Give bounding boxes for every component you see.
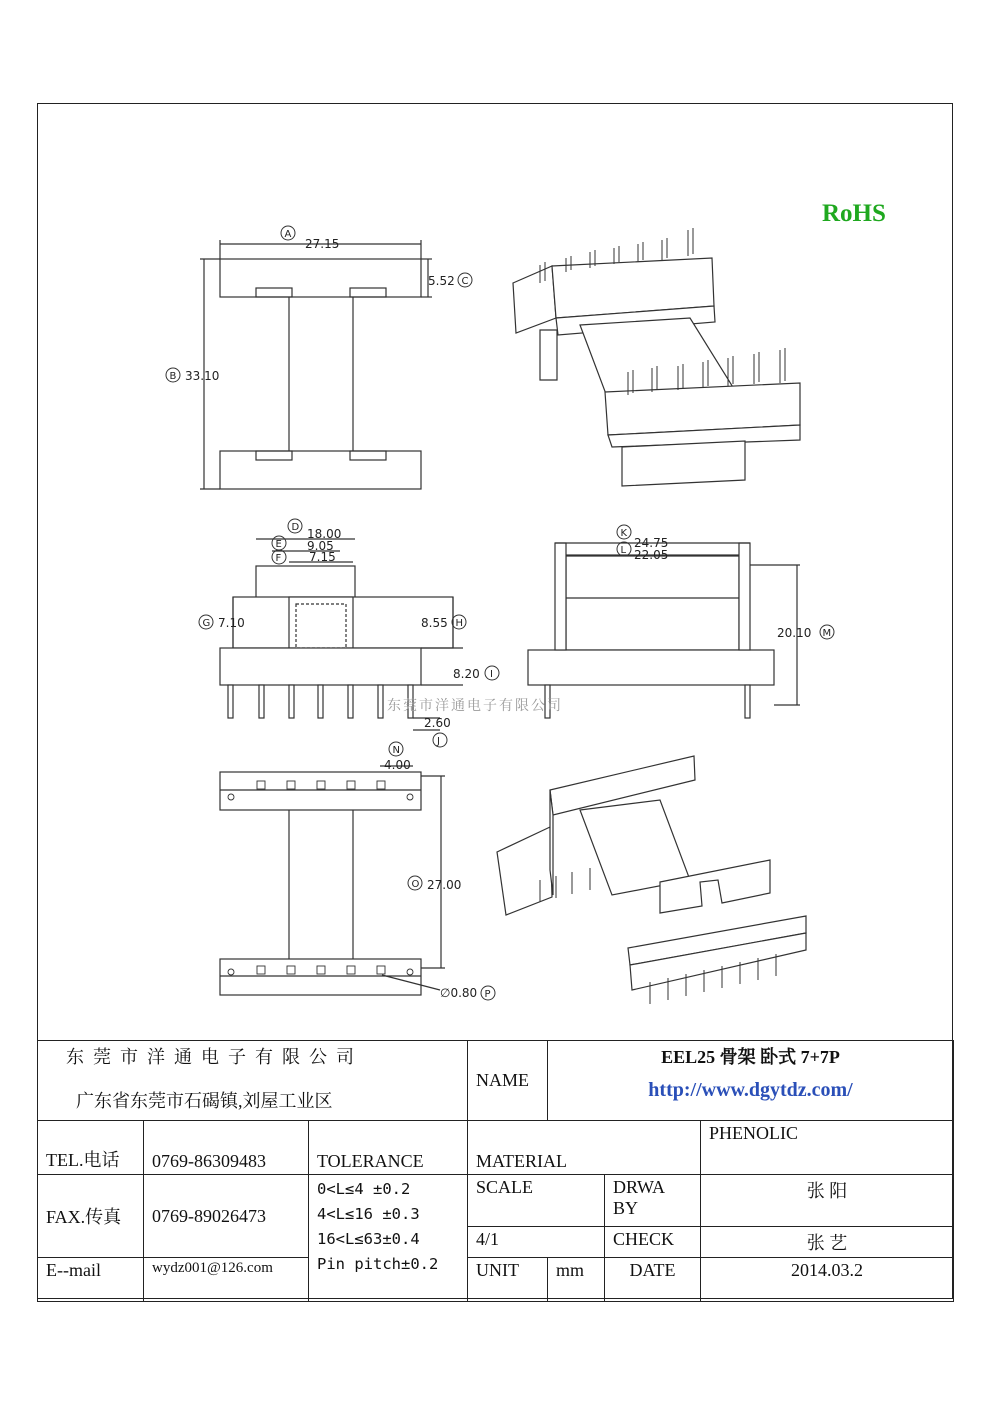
name-value-cell (548, 1041, 954, 1121)
dim-g-value: 7.10 (218, 616, 245, 630)
dim-l-value: 22.05 (634, 548, 669, 562)
dim-tag-c: C (461, 276, 469, 287)
email-label: E--mail (38, 1258, 144, 1302)
drawn-by-label-line1: DRWA (613, 1177, 666, 1197)
name-label: NAME (476, 1070, 530, 1090)
dim-d-value: 18.00 (307, 527, 342, 541)
dim-tag-p: P (484, 989, 491, 1000)
dim-a-value: 27.15 (305, 237, 340, 251)
dim-tag-e: E (275, 539, 282, 550)
website-link[interactable]: http://www.dgytdz.com/ (648, 1079, 853, 1101)
name-label-cell (468, 1041, 548, 1121)
dim-tag-l: L (620, 545, 627, 556)
watermark: 东莞市洋通电子有限公司 (387, 698, 563, 714)
rohs-mark: RoHS (822, 200, 886, 227)
title-block (37, 1040, 954, 1302)
unit-label: UNIT (468, 1258, 548, 1302)
company-name: 东莞市洋通电子有限公司 (66, 1047, 363, 1067)
material-value: PHENOLIC (701, 1121, 954, 1175)
dim-tag-g: G (202, 618, 211, 629)
tolerance-row: Pin pitch±0.2 (317, 1255, 439, 1273)
dim-n-value: 4.00 (384, 758, 411, 772)
part-name: EEL25 骨架 卧式 7+7P (661, 1047, 840, 1067)
tolerance-table (309, 1175, 468, 1302)
dim-c-value: 5.52 (428, 274, 455, 288)
date-label: DATE (605, 1258, 701, 1302)
dim-tag-a: A (284, 229, 292, 240)
dim-tag-k: K (620, 528, 628, 539)
fax-value: 0769-89026473 (144, 1175, 309, 1258)
check-label: CHECK (605, 1227, 701, 1258)
dim-o-value: 27.00 (427, 878, 462, 892)
unit-value: mm (548, 1258, 605, 1302)
dim-j-value: 2.60 (424, 716, 451, 730)
tolerance-label: TOLERANCE (309, 1121, 468, 1175)
dim-tag-h: H (455, 618, 464, 629)
tolerance-row: 4<L≤16 ±0.3 (317, 1205, 420, 1223)
tolerance-row: 0<L≤4 ±0.2 (317, 1180, 411, 1198)
dim-tag-m: M (822, 628, 832, 639)
dim-m-value: 20.10 (777, 626, 812, 640)
dim-tag-f: F (275, 553, 282, 564)
company-address: 广东省东莞市石碣镇,刘屋工业区 (76, 1091, 333, 1111)
iso-view-bottom (497, 756, 806, 1004)
iso-view-top (513, 228, 800, 486)
top-view (200, 240, 432, 489)
dim-i-value: 8.20 (453, 667, 480, 681)
scale-label: SCALE (468, 1175, 605, 1227)
dim-tag-o: O (411, 879, 420, 890)
side-view (528, 543, 800, 718)
dim-tag-j: J (437, 736, 440, 747)
drawn-by-label-line2: BY (613, 1198, 639, 1218)
drawn-by-label (605, 1175, 701, 1227)
company-cell (38, 1041, 468, 1121)
tel-label: TEL.电话 (38, 1121, 144, 1175)
checked-by-value: 张 艺 (701, 1227, 954, 1258)
scale-value: 4/1 (468, 1227, 605, 1258)
dim-p-value: ∅0.80 (440, 986, 478, 1000)
material-label: MATERIAL (468, 1121, 701, 1175)
dim-e-value: 9.05 (307, 539, 334, 553)
dim-tag-n: N (392, 745, 400, 756)
dim-f-value: 7.15 (309, 550, 336, 564)
drawn-by-value: 张 阳 (701, 1175, 954, 1227)
dim-tag-i: I (490, 669, 493, 680)
email-value: wydz001@126.com (144, 1258, 309, 1302)
tel-value: 0769-86309483 (144, 1121, 309, 1175)
dim-h-value: 8.55 (421, 616, 448, 630)
fax-label: FAX.传真 (38, 1175, 144, 1258)
tolerance-row: 16<L≤63±0.4 (317, 1230, 420, 1248)
dim-tag-b: B (169, 371, 177, 382)
date-value: 2014.03.2 (701, 1258, 954, 1302)
dim-tag-d: D (291, 522, 300, 533)
dim-k-value: 24.75 (634, 536, 669, 550)
dim-b-value: 33.10 (185, 369, 220, 383)
